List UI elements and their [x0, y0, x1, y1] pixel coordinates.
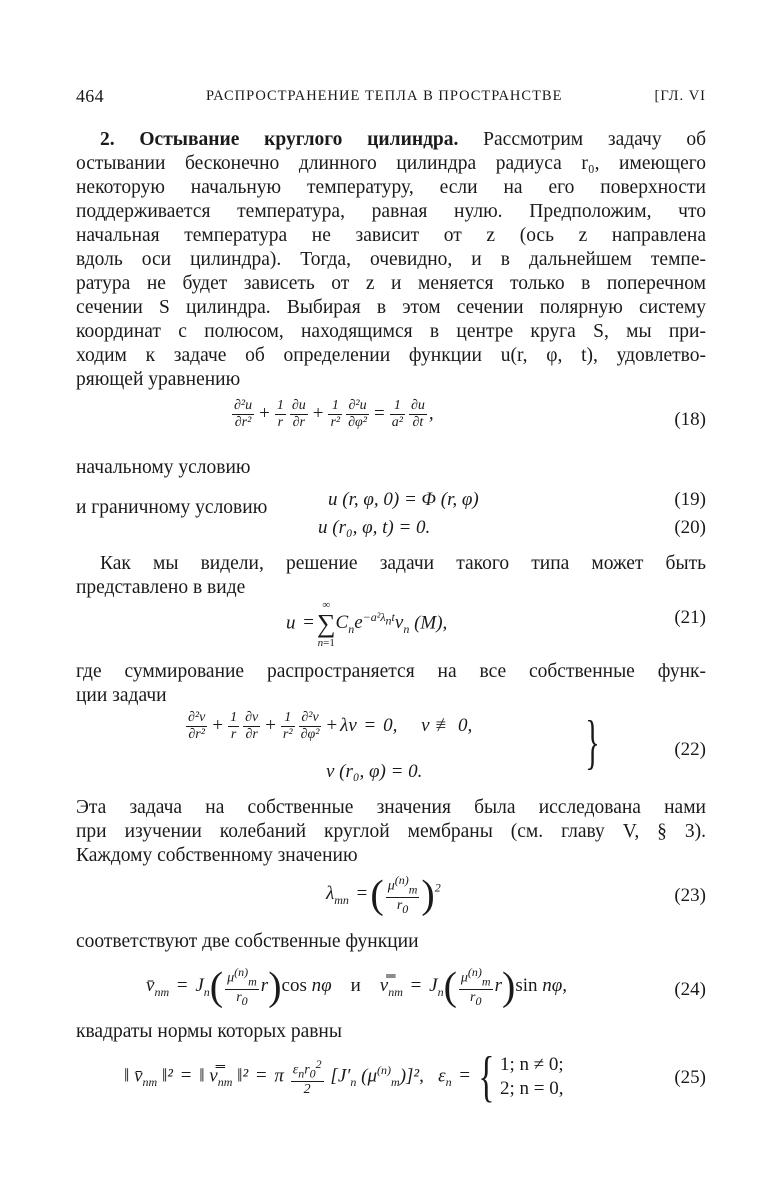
paragraph-line: начальная температура не зависит от z (ось z направлена	[76, 225, 706, 246]
section-heading: 2. Остывание круглого цилиндра.	[100, 129, 459, 150]
paragraph-line: сечении S цилиндра. Выбирая в этом сечении полярную систему	[76, 297, 706, 318]
equation-25: ‖ $v̄_{nm}$ ‖² = ‖ $v̿_{nm}$ ‖² = π $\frac{\varepsilon_nr_0^2}{2}$ [$J'_n$ $(\mu^{(n)}_m)]^2$, $\varepsilon_n$ = { 1; n ≠ 0; 2; n = 0,	[124, 1046, 564, 1108]
equation-number: (20)	[674, 517, 706, 538]
equation-number: (19)	[674, 489, 706, 510]
text-line: и граничному условию	[76, 497, 268, 518]
text-line: соответствуют две собственные функции	[76, 931, 419, 952]
paragraph-line: 2. Остывание круглого цилиндра. Рассмотрим задачу об	[100, 129, 707, 150]
chapter-label: [ГЛ. VI	[654, 88, 706, 104]
text-line: при изучении колебаний круглой мембраны (см. главу V, § 3).	[76, 821, 706, 842]
equation-number: (24)	[674, 979, 706, 1000]
running-header	[76, 86, 706, 110]
equation-18: $\frac{\text{∂²u}}{\text{∂r²}}$ + $\frac{1}{r}$ $\frac{\partial u}{\partial r}$ + $\frac{1}{\text{r²}}$ $\frac{\text{∂²u}}{\text{∂φ²}}$ = $\frac{1}{\text{a²}}$ $\frac{\partial u}{\partial t}$ ,	[234, 398, 434, 430]
equation-number: (23)	[674, 885, 706, 906]
equation-number: (25)	[674, 1067, 706, 1088]
text-line: где суммирование распространяется на все собственные функ-	[76, 661, 706, 682]
equation-22: $\frac{\text{∂²v}}{\text{∂r²}}$ + $\frac{1}{r}$ $\frac{\partial v}{\partial r}$ + $\frac{1}{\text{r²}}$ $\frac{\text{∂²v}}{\text{∂φ²}}$ + λv = 0, v ≢ 0,	[188, 710, 473, 742]
text-line: Как мы видели, решение задачи такого типа может быть	[100, 553, 706, 574]
equation-21: u = ∞ ∑ n=1 $C_ne^{-a^2\lambda_nt}v_n$ (M),	[286, 599, 448, 649]
text-line: представлено в виде	[76, 577, 246, 598]
paragraph-line: остывании бесконечно длинного цилиндра радиуса r₀, имеющего	[76, 153, 706, 174]
equation-24: $v̄_{nm} = J_n$( $\frac{\mu^{(n)}_m}{r_0}$ r)cos nφ и $v̿_{nm} = J_n$( $\frac{\mu^{(n)}_m}{r_0}$ r)sin nφ,	[146, 963, 568, 1009]
paragraph-line: некоторую начальную температуру, если на его поверхности	[76, 177, 706, 198]
equation-number: (22)	[674, 739, 706, 760]
paragraph-line: ряющей уравнению	[76, 369, 241, 390]
text-line: квадраты нормы которых равны	[76, 1021, 342, 1042]
paragraph-line: ратура не будет зависеть от z и меняется только в поперечном	[76, 273, 706, 294]
paragraph-line: вдоль оси цилиндра). Тогда, очевидно, и в дальнейшем темпе-	[76, 249, 706, 270]
equation-number: (18)	[674, 409, 706, 430]
paragraph-line: ходим к задаче об определении функции u(r, φ, t), удовлетво-	[76, 345, 706, 366]
text-line: Каждому собственному значению	[76, 845, 358, 866]
text-line: ции задачи	[76, 685, 167, 706]
right-brace: }	[585, 709, 600, 775]
text-line: Эта задача на собственные значения была исследована нами	[76, 797, 706, 818]
text-line: начальному условию	[76, 457, 251, 478]
equation-22-boundary: v (r₀, φ) = 0.	[326, 761, 423, 782]
paragraph-line: координат с полюсом, находящимся в центре круга S, мы при-	[76, 321, 706, 342]
page-number: 464	[76, 86, 104, 106]
equation-number: (21)	[674, 607, 706, 628]
equation-19: u (r, φ, 0) = Φ (r, φ)	[328, 489, 479, 510]
equation-23: $\lambda_{mn}$ =( $\frac{\mu^{(n)}_m}{r_0}$ )$^2$	[326, 871, 441, 917]
paragraph-line: поддерживается температура, равная нулю. Предположим, что	[76, 201, 706, 222]
equation-20: u (r₀, φ, t) = 0.	[318, 517, 431, 538]
running-title: РАСПРОСТРАНЕНИЕ ТЕПЛА В ПРОСТРАНСТВЕ	[206, 88, 563, 104]
